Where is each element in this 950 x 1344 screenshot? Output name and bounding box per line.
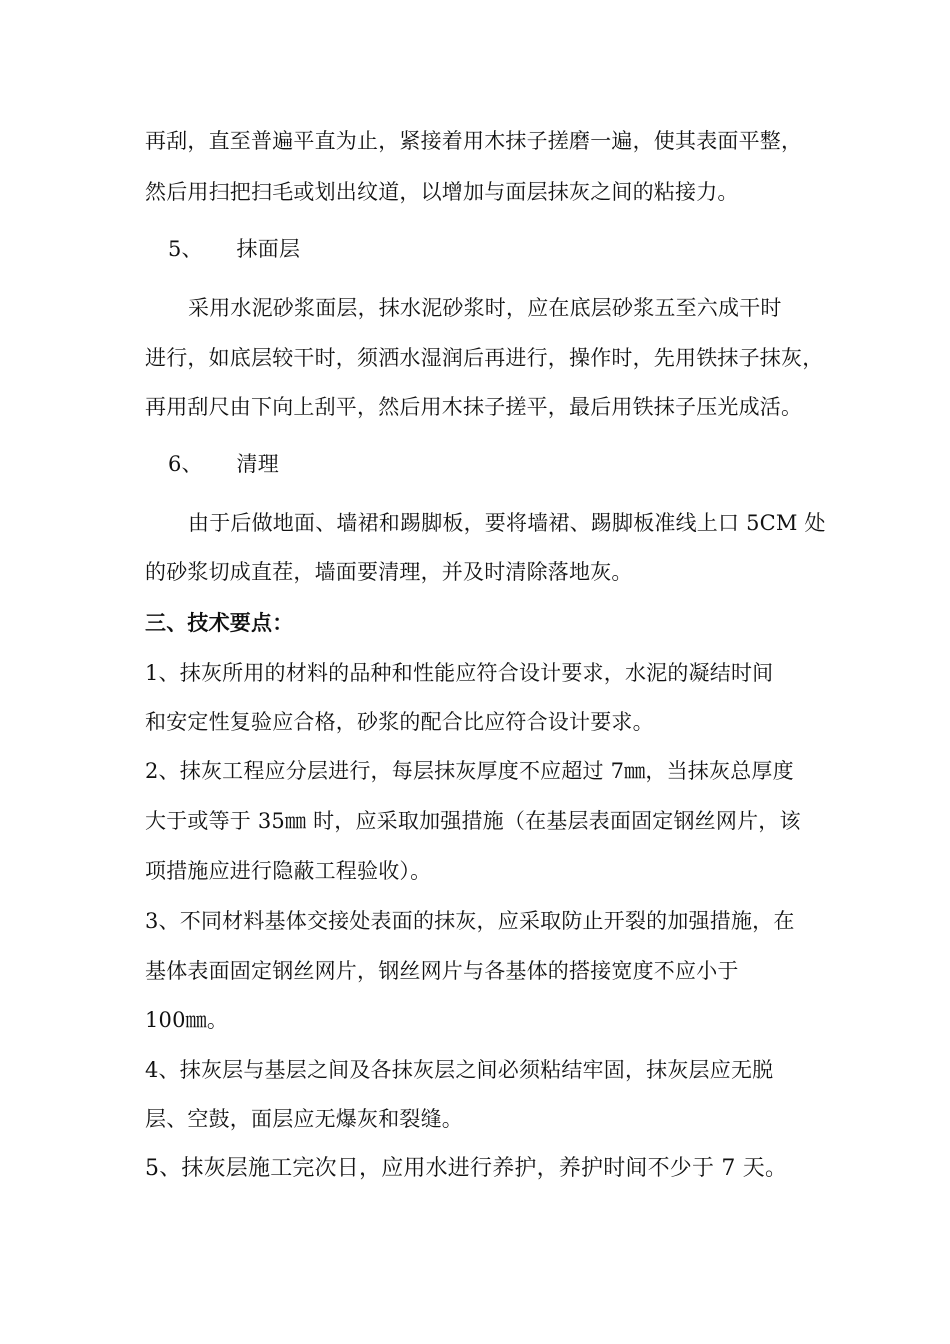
list-item-line: 2、抹灰工程应分层进行，每层抹灰厚度不应超过 7㎜，当抹灰总厚度 (145, 759, 794, 783)
step-5-heading (168, 234, 300, 264)
list-item-line: 100㎜。 (145, 1008, 229, 1032)
step-number: 5、 (168, 237, 203, 261)
step-number: 6、 (168, 452, 203, 476)
list-item-line: 层、空鼓，面层应无爆灰和裂缝。 (145, 1107, 463, 1131)
list-item-line: 大于或等于 35㎜ 时，应采取加强措施（在基层表面固定钢丝网片，该 (145, 809, 801, 833)
paragraph-line: 再用刮尺由下向上刮平，然后用木抹子搓平，最后用铁抹子压光成活。 (145, 395, 803, 419)
paragraph-line: 再刮，直至普遍平直为止，紧接着用木抹子搓磨一遍，使其表面平整， (145, 129, 803, 153)
paragraph-line: 的砂浆切成直茬，墙面要清理，并及时清除落地灰。 (145, 560, 633, 584)
list-item-line: 项措施应进行隐蔽工程验收）。 (145, 859, 432, 883)
step-6-heading (168, 449, 279, 479)
paragraph-line: 进行，如底层较干时，须洒水湿润后再进行，操作时，先用铁抹子抹灰， (145, 346, 824, 370)
list-item-line: 和安定性复验应合格，砂浆的配合比应符合设计要求。 (145, 710, 654, 734)
paragraph-line: 采用水泥砂浆面层，抹水泥砂浆时，应在底层砂浆五至六成干时 (188, 296, 782, 320)
list-item-line: 3、不同材料基体交接处表面的抹灰，应采取防止开裂的加强措施，在 (145, 909, 795, 933)
list-item-line: 基体表面固定钢丝网片，钢丝网片与各基体的搭接宽度不应小于 (145, 959, 739, 983)
list-item-line: 5、抹灰层施工完次日，应用水进行养护，养护时间不少于 7 天。 (145, 1156, 788, 1181)
section-heading: 三、技术要点： (145, 610, 294, 635)
step-title: 抹面层 (236, 237, 301, 261)
list-item-line: 1、抹灰所用的材料的品种和性能应符合设计要求，水泥的凝结时间 (145, 661, 774, 685)
list-item-line: 4、抹灰层与基层之间及各抹灰层之间必须粘结牢固，抹灰层应无脱 (145, 1058, 774, 1082)
step-title: 清理 (236, 452, 279, 476)
paragraph-line: 然后用扫把扫毛或划出纹道，以增加与面层抹灰之间的粘接力。 (145, 180, 739, 204)
paragraph-line: 由于后做地面、墙裙和踢脚板，要将墙裙、踢脚板准线上口 5CM 处 (188, 511, 826, 535)
